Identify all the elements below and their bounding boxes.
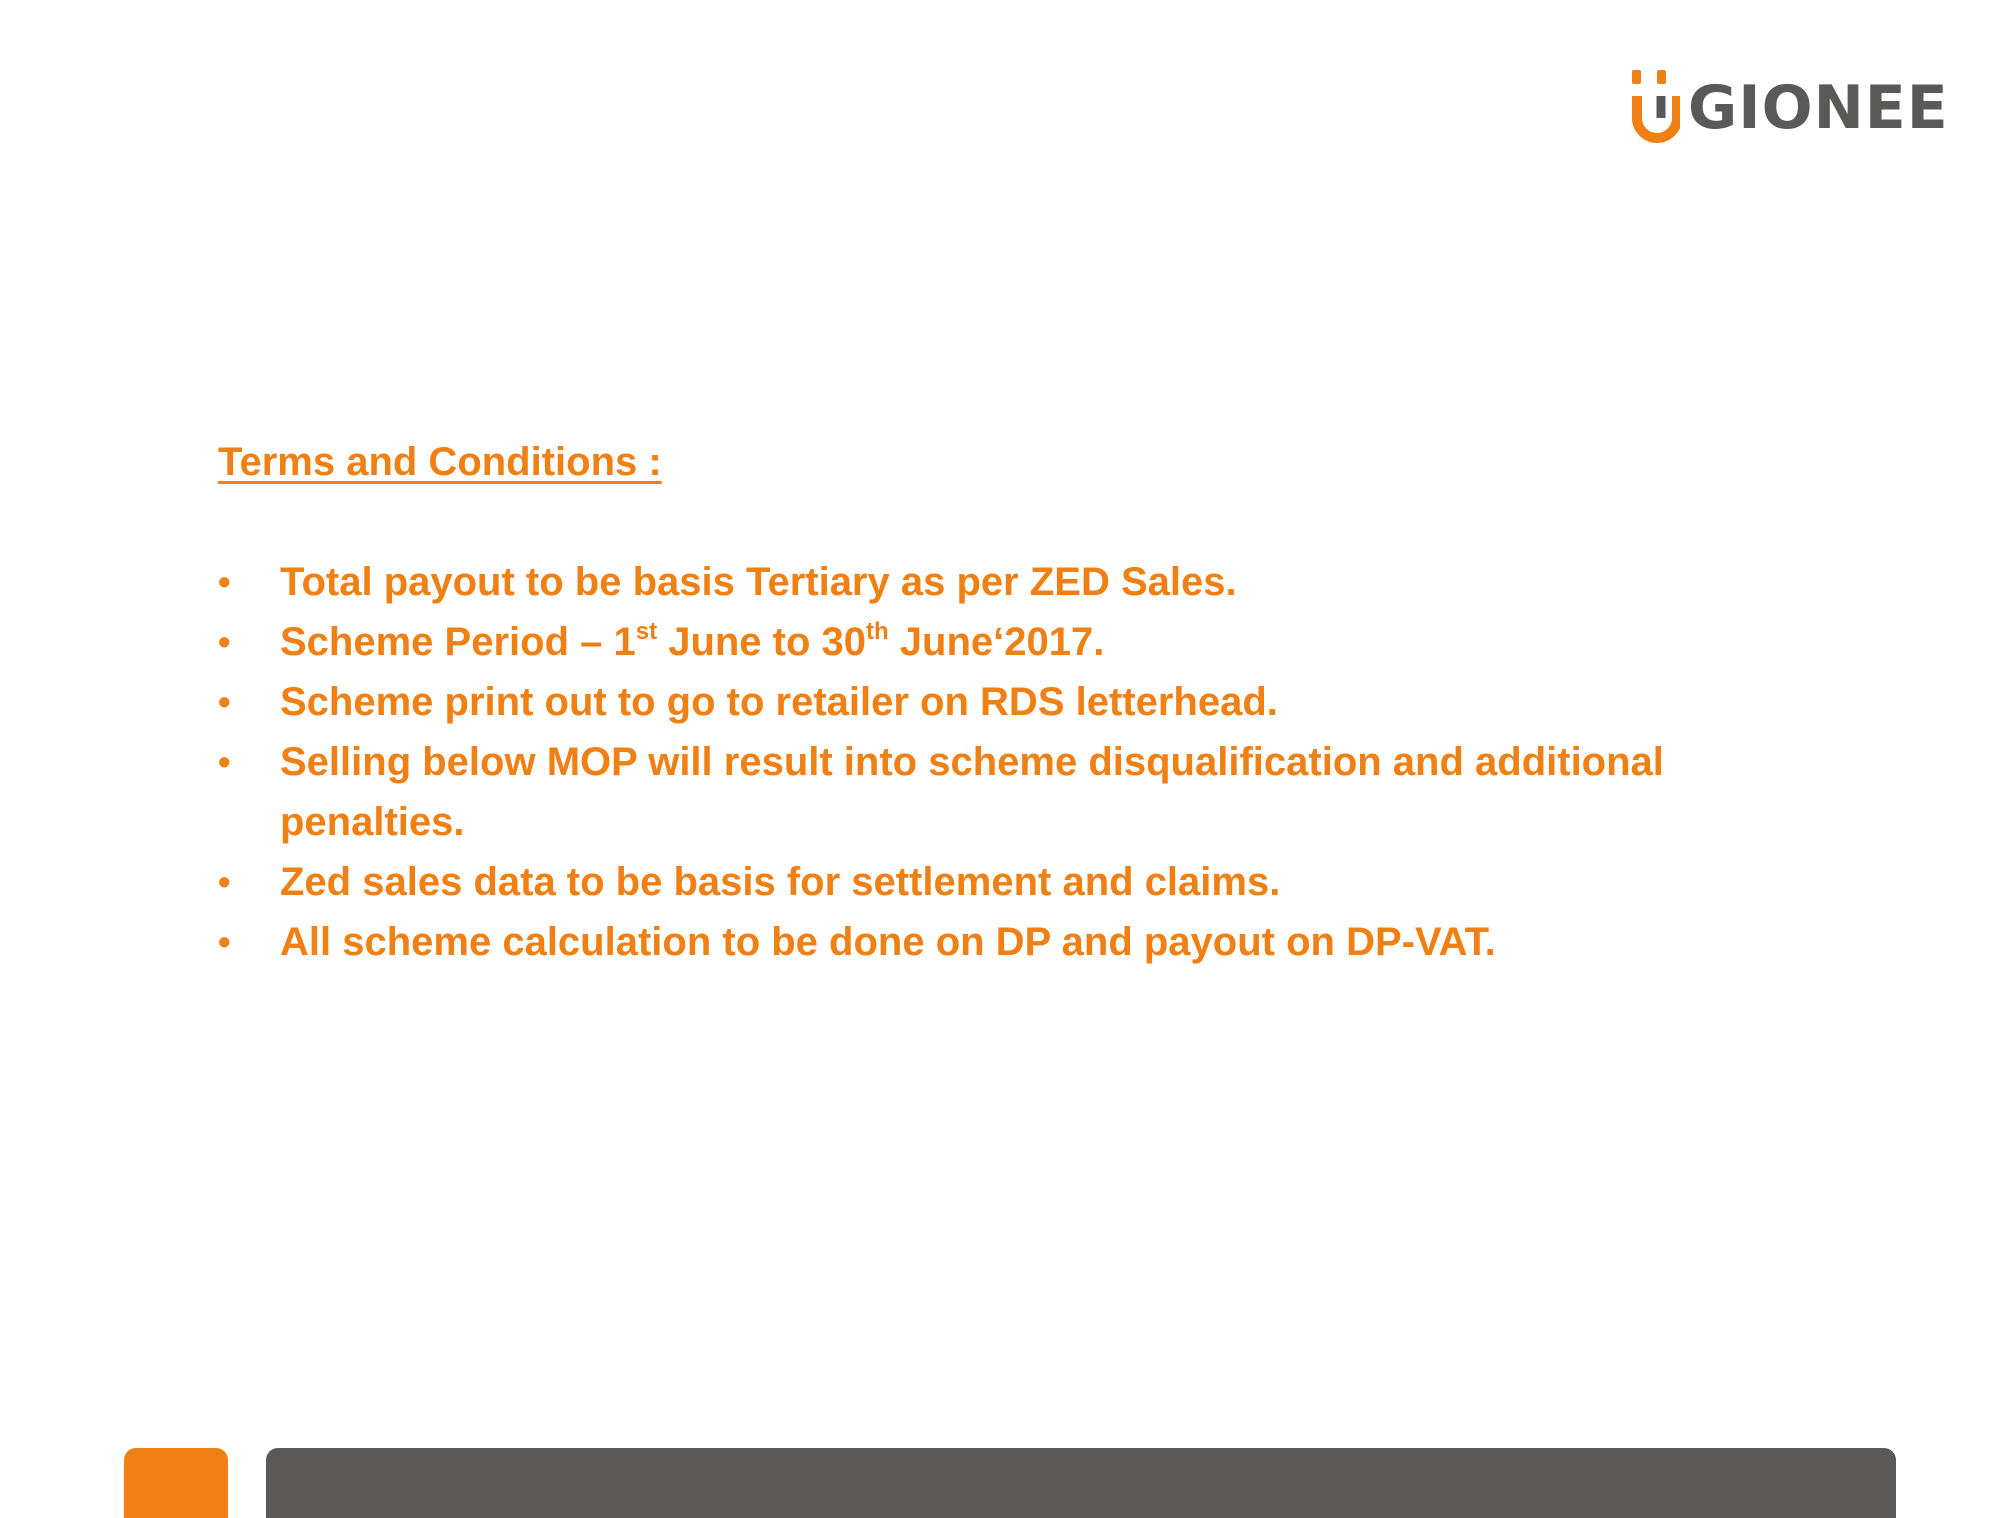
gionee-logo <box>1630 68 1949 148</box>
brand-name: GIONEE <box>1688 73 1949 143</box>
terms-heading: Terms and Conditions : <box>218 440 662 484</box>
gionee-logo-mark <box>1630 68 1680 148</box>
term-text: Scheme print out to go to retailer on RDS letterhead. <box>280 680 1278 724</box>
term-item <box>218 852 1858 912</box>
ordinal-suffix: st <box>635 617 658 645</box>
terms-list <box>218 552 1858 972</box>
term-text: All scheme calculation to be done on DP and payout on DP-VAT. <box>280 920 1496 964</box>
term-text: Total payout to be basis Tertiary as per ZED Sales. <box>280 560 1237 604</box>
footer-accent-tab <box>124 1448 228 1518</box>
bullet-icon: • <box>218 621 231 662</box>
bullet-icon: • <box>218 861 231 902</box>
term-text-part: June to 30 <box>657 620 867 664</box>
term-item <box>218 612 1858 672</box>
term-text: Selling below MOP will result into scheme disqualification and additional penalties. <box>280 740 1664 844</box>
term-item <box>218 912 1858 972</box>
term-text-part: June‘2017. <box>888 620 1105 664</box>
bullet-icon: • <box>218 561 231 602</box>
bullet-icon: • <box>218 681 231 722</box>
term-text: Zed sales data to be basis for settlement and claims. <box>280 860 1281 904</box>
ordinal-suffix: th <box>866 617 889 645</box>
term-item <box>218 672 1858 732</box>
bullet-icon: • <box>218 741 231 782</box>
terms-section <box>218 432 1858 972</box>
footer-bar <box>266 1448 1896 1518</box>
term-item <box>218 732 1858 852</box>
term-item <box>218 552 1858 612</box>
bullet-icon: • <box>218 921 231 962</box>
term-text-part: Scheme Period – 1 <box>280 620 636 664</box>
